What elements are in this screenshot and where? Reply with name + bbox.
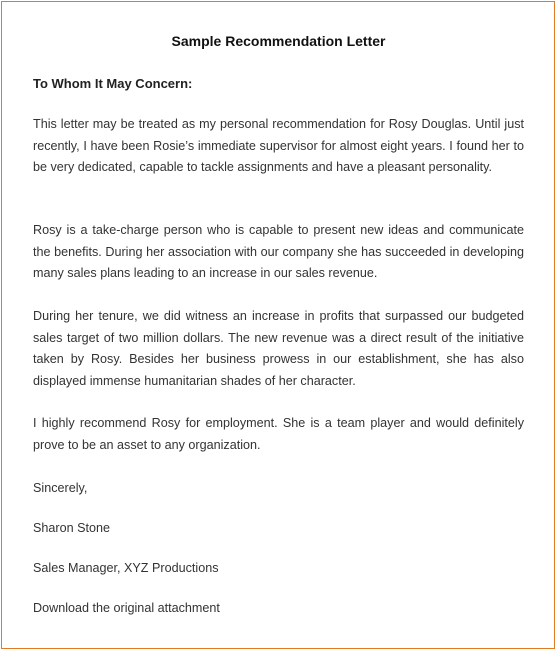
letter-paragraph-3: During her tenure, we did witness an increase in profits that surpassed our budgeted sales target of two million dollars. The new revenue was a direct result of the initiative taken by Rosy. Besides her business prowess in our establishment, she has also displayed immense humanitarian shades of her character. bbox=[33, 309, 524, 388]
letter-paragraph-4: I highly recommend Rosy for employment. She is a team player and would definitely prove to be an asset to any organization. bbox=[33, 416, 524, 452]
signer-title: Sales Manager, XYZ Productions bbox=[33, 561, 219, 575]
download-attachment-link[interactable]: Download the original attachment bbox=[33, 601, 220, 615]
letter-paragraph-2: Rosy is a take-charge person who is capable to present new ideas and communicate the benefits. During her association with our company she has succeeded in developing many sales plans leading to an increase in our sales revenue. bbox=[33, 223, 524, 280]
letter-closing: Sincerely, bbox=[33, 481, 88, 495]
letter-title: Sample Recommendation Letter bbox=[171, 33, 386, 49]
signer-name: Sharon Stone bbox=[33, 521, 111, 535]
letter-paragraph-1: This letter may be treated as my personal recommendation for Rosy Douglas. Until just recently, I have been Rosie’s immediate supervisor for almost eight years. I found her to be very dedicated, capable to tackle assignments and have a pleasant personality. bbox=[33, 117, 524, 174]
letter-salutation: To Whom It May Concern: bbox=[33, 76, 193, 91]
